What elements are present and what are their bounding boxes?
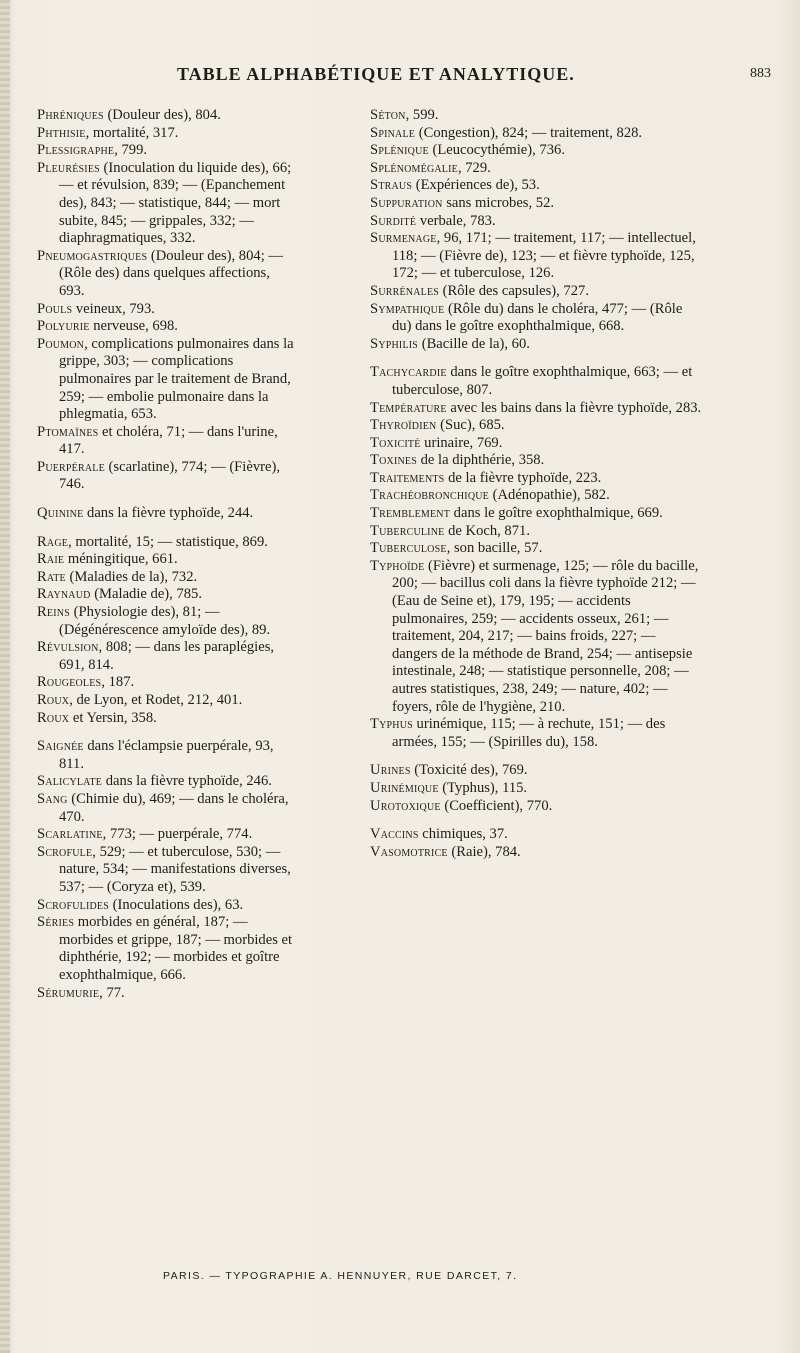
index-entry-keyword: Révulsion: [37, 639, 99, 656]
index-entry-keyword: Sérumurie: [37, 984, 100, 1001]
index-entry-text: , mortalité, 15; — statistique, 869.: [68, 533, 268, 550]
index-entry-keyword: Urotoxique: [370, 797, 441, 814]
index-entry: [37, 604, 299, 639]
index-entry: [37, 738, 299, 773]
index-entry-text: (Typhus), 115.: [438, 779, 528, 796]
index-entry-keyword: Spinale: [370, 124, 416, 141]
index-entry-keyword: Roux: [37, 709, 70, 726]
page-number: 883: [750, 66, 771, 81]
index-entry: [370, 452, 702, 470]
index-entry-keyword: Séries: [37, 914, 75, 931]
index-entry-text: , 599.: [405, 107, 439, 123]
index-entry: [370, 142, 702, 160]
index-entry: [370, 523, 702, 541]
index-entry-text: , son bacille, 57.: [446, 540, 543, 557]
index-entry-keyword: Séton: [370, 107, 406, 123]
index-entry-keyword: Trachéobronchique: [370, 487, 489, 504]
index-entry: [370, 230, 702, 283]
index-entry-text: sans microbes, 52.: [442, 194, 555, 211]
index-entry: [370, 213, 702, 231]
index-entry-keyword: Phthisie: [37, 124, 86, 141]
index-entry-text: (Physiologie des), 81; — (Dégénérescence amyloïde des), 89.: [59, 604, 271, 638]
page-binding-edge: [0, 0, 10, 1353]
index-entry-keyword: Thyroïdien: [370, 417, 437, 434]
index-entry: [37, 107, 299, 125]
index-entry-keyword: Scrofule: [37, 843, 93, 860]
index-entry-text: , complications pulmonaires dans la grippe, 303; — complications pulmonaires par le traitement de Brand, 259; — embolie pulmonaire dans la phlegmatia, 653.: [59, 335, 294, 423]
index-entry: [370, 762, 702, 780]
index-entry-text: , 729.: [457, 159, 491, 176]
index-entry-text: (Chimie du), 469; — dans le choléra, 470.: [59, 790, 289, 825]
index-entry: [370, 505, 702, 523]
index-entry-text: chimiques, 37.: [418, 826, 508, 843]
index-entry: [370, 540, 702, 558]
index-entry-keyword: Surdité: [370, 212, 417, 229]
index-entry-text: urinaire, 769.: [420, 434, 503, 451]
index-entry: [37, 569, 299, 587]
index-entry-text: dans l'éclampsie puerpérale, 93, 811.: [59, 738, 274, 772]
index-entry-text: (Inoculations des), 63.: [109, 896, 244, 913]
index-entry: [370, 195, 702, 213]
index-entry: [370, 417, 702, 435]
index-entry: [370, 716, 702, 751]
index-column-left: [37, 107, 299, 1002]
index-entry-text: (Rôle des capsules), 727.: [439, 282, 589, 299]
printer-imprint: PARIS. — TYPOGRAPHIE A. HENNUYER, RUE DARCET, 7.: [163, 1270, 518, 1282]
index-entry-text: urinémique, 115; — à rechute, 151; — des armées, 155; — (Spirilles du), 158.: [392, 716, 666, 750]
index-entry-text: (scarlatine), 774; — (Fièvre), 746.: [59, 458, 280, 493]
index-entry-keyword: Rougeoles: [37, 674, 102, 691]
index-entry-keyword: Tachycardie: [370, 364, 447, 381]
index-entry-text: (Congestion), 824; — traitement, 828.: [415, 124, 643, 141]
index-entry-text: , 773; — puerpérale, 774.: [102, 826, 253, 843]
index-entry-keyword: Poumon: [37, 335, 85, 352]
index-entry-text: et choléra, 71; — dans l'urine, 417.: [59, 423, 278, 458]
index-entry-keyword: Rage: [37, 533, 69, 550]
index-entry-text: (Douleur des), 804; — (Rôle des) dans quelques affections, 693.: [59, 247, 283, 299]
index-entry: [37, 674, 299, 692]
index-entry-text: , 187.: [101, 674, 135, 691]
index-entry: [37, 505, 299, 523]
index-entry-keyword: Surrénales: [370, 282, 440, 299]
index-entry-keyword: Température: [370, 399, 447, 416]
index-entry-text: , 77.: [99, 984, 125, 1001]
index-entry-text: morbides en général, 187; — morbides et grippe, 187; — morbides et diphthérie, 192; — morbides et goître exophthalmique, 666.: [59, 914, 293, 983]
index-entry: [37, 897, 299, 915]
index-entry-text: (Coefficient), 770.: [440, 797, 553, 814]
running-head: [100, 64, 800, 90]
index-entry-text: , 529; — et tuberculose, 530; — nature, 534; — manifestations diverses, 537; — (Coryza et), 539.: [59, 843, 291, 895]
index-entry-keyword: Tuberculine: [370, 522, 445, 539]
index-entry-text: veineux, 793.: [72, 300, 155, 317]
index-entry-text: (Douleur des), 804.: [103, 107, 221, 123]
index-entry: [37, 551, 299, 569]
index-entry-keyword: Phréniques: [37, 107, 104, 123]
index-entry-keyword: Urines: [370, 762, 411, 779]
index-entry: [37, 844, 299, 897]
index-entry: [370, 177, 702, 195]
index-entry-keyword: Splénomégalie: [370, 159, 458, 176]
index-entry-keyword: Raynaud: [37, 586, 91, 603]
index-entry-text: (Fièvre) et surmenage, 125; — rôle du bacille, 200; — bacillus coli dans la fièvre typhoïde 212; — (Eau de Seine et), 179, 195; — accidents pulmonaires, 259; — accidents osseux, 261; — traitement, 204, 217; — bains froids, 227; — dangers de la méthode de Brand, 254; — antisepsie intestinale, 248; — statistique personnelle, 208; — autres statistiques, 238, 249; — nature, 402; — foyers, rôle de l'hygiène, 210.: [392, 557, 699, 715]
index-entry-text: nerveuse, 698.: [89, 318, 178, 335]
index-entry: [37, 773, 299, 791]
index-entry: [37, 160, 299, 248]
index-entry: [370, 470, 702, 488]
index-entry: [37, 791, 299, 826]
index-entry: [37, 125, 299, 143]
index-entry: [37, 710, 299, 728]
index-entry-text: (Expériences de), 53.: [412, 177, 540, 194]
index-entry: [37, 534, 299, 552]
index-entry-keyword: Vaccins: [370, 826, 419, 843]
index-entry-keyword: Typhus: [370, 716, 413, 733]
index-entry-text: (Leucocythémie), 736.: [428, 142, 565, 159]
index-entry-text: verbale, 783.: [416, 212, 496, 229]
index-entry: [370, 435, 702, 453]
index-entry-text: (Toxicité des), 769.: [410, 762, 528, 779]
index-entry: [37, 336, 299, 424]
index-entry: [37, 301, 299, 319]
index-entry-keyword: Plessigraphe: [37, 142, 115, 159]
index-entry-text: méningitique, 661.: [64, 551, 178, 568]
index-entry-keyword: Polyurie: [37, 318, 90, 335]
index-entry-keyword: Tuberculose: [370, 540, 447, 557]
index-entry-text: , de Lyon, et Rodet, 212, 401.: [69, 692, 243, 708]
index-entry-text: dans la fièvre typhoïde, 244.: [83, 505, 254, 522]
index-entry-keyword: Typhoïde: [370, 557, 425, 574]
index-entry: [37, 248, 299, 301]
index-entry-keyword: Quinine: [37, 505, 84, 522]
index-entry-keyword: Pouls: [37, 300, 73, 317]
index-entry-text: de la fièvre typhoïde, 223.: [444, 469, 602, 486]
index-entry-text: , 96, 171; — traitement, 117; — intellectuel, 118; — (Fièvre de), 123; — et fièvre typhoïde, 125, 172; — et tuberculose, 126.: [392, 230, 696, 282]
index-entry: [37, 318, 299, 336]
index-entry-keyword: Puerpérale: [37, 458, 105, 475]
index-entry: [370, 125, 702, 143]
index-entry: [370, 558, 702, 716]
index-entry-text: (Maladie de), 785.: [90, 586, 202, 603]
index-entry: [370, 798, 702, 816]
index-entry-keyword: Sympathique: [370, 300, 445, 317]
index-entry-keyword: Pleurésies: [37, 159, 100, 176]
index-entry-keyword: Suppuration: [370, 194, 443, 211]
index-entry-text: avec les bains dans la fièvre typhoïde, 283.: [446, 399, 702, 416]
index-entry: [370, 826, 702, 844]
index-entry-keyword: Reins: [37, 604, 70, 621]
index-entry-keyword: Traitements: [370, 469, 445, 486]
index-entry: [370, 160, 702, 178]
index-entry-keyword: Raie: [37, 551, 65, 568]
index-entry: [370, 336, 702, 354]
index-entry: [37, 424, 299, 459]
index-entry: [370, 844, 702, 862]
index-entry-keyword: Ptomaïnes: [37, 423, 99, 440]
index-entry-text: de la diphthérie, 358.: [416, 452, 545, 469]
index-entry-text: dans la fièvre typhoïde, 246.: [102, 773, 272, 790]
index-entry: [37, 142, 299, 160]
index-entry-text: (Suc), 685.: [436, 417, 505, 434]
index-entry-text: (Adénopathie), 582.: [488, 487, 610, 504]
index-entry-keyword: Rate: [37, 568, 66, 585]
index-entry: [37, 459, 299, 494]
index-entry-text: , 808; — dans les paraplégies, 691, 814.: [59, 639, 275, 673]
index-entry-text: (Raie), 784.: [447, 843, 521, 860]
index-entry: [37, 692, 299, 710]
index-entry: [370, 487, 702, 505]
index-entry-keyword: Pneumogastriques: [37, 247, 148, 264]
index-entry: [370, 283, 702, 301]
running-head-title: TABLE ALPHABÉTIQUE ET ANALYTIQUE.: [177, 64, 575, 84]
index-entry-keyword: Sang: [37, 790, 68, 807]
index-entry-text: et Yersin, 358.: [69, 709, 157, 726]
index-entry-text: (Maladies de la), 732.: [65, 568, 198, 585]
index-entry: [37, 914, 299, 984]
index-entry-text: dans le goître exophthalmique, 669.: [450, 505, 663, 522]
index-entry: [370, 780, 702, 798]
index-entry: [37, 826, 299, 844]
index-entry-keyword: Tremblement: [370, 505, 451, 522]
index-entry-keyword: Salicylate: [37, 773, 103, 790]
index-entry: [370, 301, 702, 336]
index-entry: [37, 985, 299, 1003]
index-column-right: [370, 107, 702, 861]
index-entry: [370, 107, 702, 125]
index-entry-keyword: Roux: [37, 692, 70, 708]
index-entry-text: (Rôle du) dans le choléra, 477; — (Rôle du) dans le goître exophthalmique, 668.: [392, 300, 683, 335]
index-entry-text: dans le goître exophthalmique, 663; — et tuberculose, 807.: [392, 364, 693, 398]
index-entry-keyword: Surmenage: [370, 230, 437, 247]
index-entry-keyword: Syphilis: [370, 335, 419, 352]
index-entry-keyword: Scrofulides: [37, 896, 109, 913]
index-entry-keyword: Urinémique: [370, 779, 439, 796]
index-entry: [37, 586, 299, 604]
index-entry-keyword: Toxines: [370, 452, 417, 469]
index-entry-text: , 799.: [114, 142, 148, 159]
index-entry-keyword: Scarlatine: [37, 826, 103, 843]
index-entry: [370, 400, 702, 418]
index-entry: [37, 639, 299, 674]
index-entry-keyword: Splénique: [370, 142, 429, 159]
index-entry-text: (Bacille de la), 60.: [418, 335, 530, 352]
index-entry-text: de Koch, 871.: [444, 522, 530, 539]
index-entry-keyword: Vasomotrice: [370, 843, 448, 860]
index-entry: [370, 364, 702, 399]
index-entry-text: , mortalité, 317.: [85, 124, 179, 141]
index-entry-text: (Inoculation du liquide des), 66; — et révulsion, 839; — (Epanchement des), 843; — statistique, 844; — mort subite, 845; — grippales, 332; — diaphragmatiques, 332.: [59, 159, 292, 247]
index-entry-keyword: Saignée: [37, 738, 84, 755]
index-entry-keyword: Toxicité: [370, 434, 421, 451]
index-entry-keyword: Straus: [370, 177, 413, 194]
